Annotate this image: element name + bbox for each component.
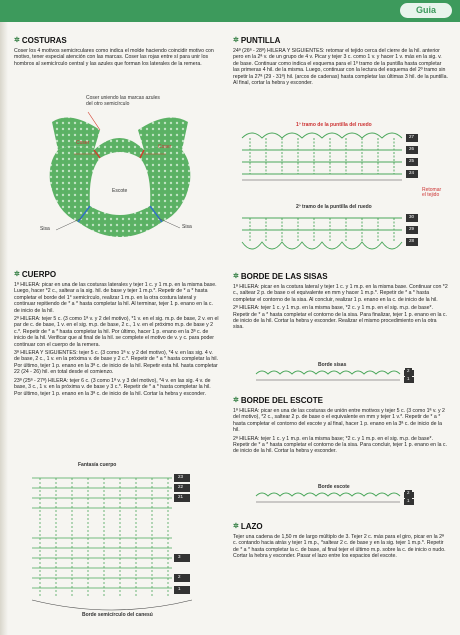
sisas-title: BORDE DE LAS SISAS (240, 272, 328, 281)
cuerpo-chart-title: Fantasía cuerpo (78, 462, 117, 468)
sisas-chart-title: Borde sisas (318, 362, 347, 368)
cuerpo-p2: 2ª HILERA: tejer 5 c. (3 como 1ª v. y 2 del motivo), *1 v. en el sig. m.p. de base, 2 v. en el par de c. de base, 1 v. en el sig. m.p. de base, 2 c., 1 v. en el próximo m.p. de base y 2 c.*. Repetir de * a * hasta completar la hil. Por último, hacer 1 p. enano en la 3ª c. de inicio de la hil. Verificar que al final de la hil. se complete el motivo de v. y c. para poder continuar con el cuerpo de la remera. (14, 316, 219, 348)
fig-label-coser-right: Coser (158, 144, 172, 150)
cuerpo-section (14, 270, 219, 399)
base-arc (32, 600, 192, 610)
cuerpo-chart-graphic (22, 470, 218, 620)
lazo-title: LAZO (240, 522, 263, 531)
escote-heading (233, 396, 448, 406)
left-column (14, 36, 219, 69)
costuras-title: COSTURAS (21, 36, 67, 45)
motif-center-top (94, 138, 144, 158)
top-band (0, 0, 460, 22)
lazo-heading (233, 522, 448, 532)
puntilla-fig1-title: 1º tramo de la puntilla del ruedo (296, 122, 372, 128)
sisas-row-1: 1 (407, 376, 410, 381)
fig-label-sisa-right: Sisa (182, 224, 192, 230)
star-icon: ✲ (233, 523, 239, 530)
arrow-sisa-right (158, 218, 180, 228)
puntilla-charts (238, 122, 444, 266)
puntilla-fig2-title: 2º tramo de la puntilla del ruedo (296, 204, 372, 210)
escote-row-1: 1 (407, 498, 410, 503)
row-label-3: 3 (178, 554, 181, 559)
sisas-row-2: 2 (407, 368, 410, 373)
sisas-p2: 2ª HILERA: tejer 1 c. y 1 m.p. en la misma base, *2 c. y 1 m.p. en el sig. m.p. de base*. Repetir de * a * hasta completar el contorno de la sisa. Para finalizar, tejer 1 p. enano en la c. de inicio de la hil. Cortar la hebra y esconder. Realizar el mismo procedimiento en la otra sisa. (233, 305, 447, 331)
page-badge: Guia (400, 3, 452, 18)
escote-p2: 2ª HILERA: tejer 1 c. y 1 m.p. en la misma base; *2 c. y 1 m.p. en el sig. m.p. de base*. Repetir de * a * hasta completar el contorno de la sisa. Para concluir, tejer 1 p. enano en la c. de inicio de la hil. Cortar la hebra y esconder. (233, 435, 447, 455)
lazo-text: Tejer una cadena de 1,50 m de largo múltiplo de 3. Tejer 2 c. más para el giro, picar en la 2ª c. contando hacia atrás y tejer 1 m.p., *saltear 2 c. de base y en la sig. tejer 1 m.p.*. Repetir de * a * hasta completar la c. de base, al final tejer el último m.p. sobre la c. de inicio o nudo. Cortar la hebra y esconder. Pasar el lazo entre los espacios del escote. (233, 534, 446, 560)
puntilla-row-30: 30 (409, 214, 415, 219)
cuerpo-chart-bottom-label: Borde semicírculo del canesú (82, 612, 153, 618)
sisas-section (233, 272, 448, 333)
puntilla-text: 24ª (26ª - 28ª) HILERA Y SIGUIENTES: retomar el tejido cerca del cierre de la hil. anterior pero en la 2ª v. de un grupo de 4 v. Picar y tejer 3 c. como 1 v. y hacer 1 v. más en la sig. v. de base. Continuar como indica el esquema para el 1º tramo de la puntilla hasta completar las primeras 4 hil. de la misma. Luego, continuar con la lectura del esquema del 2º tramo sin repetir la 27ª (29 - 31ª) hil. (arcos de cadenas) hasta completar las últimas 3 hil. de la puntilla. Al final, cortar la hebra y esconder. (233, 48, 448, 87)
cuerpo-title: CUERPO (21, 270, 57, 279)
costuras-text: Coser los 4 motivos semicirculares como indica el molde haciendo coincidir motivo con motivo, tener especial atención con las marcas. Coser las rojas entre sí para unir los hombros al semicírculo central y las azules que forman los laterales de la remera. (14, 48, 214, 67)
fig-label-coser-left: Coser (76, 140, 90, 146)
fig-label-top: Coser uniendo las marcas azules del otro semicírculo (86, 95, 160, 107)
puntilla-row-24: 24 (409, 170, 415, 175)
star-icon: ✲ (233, 397, 239, 404)
sisas-p1: 1ª HILERA: picar en la costura lateral y tejer 1 c. y 1 m.p. en la misma base. Continuar con *2 c., saltear 2 p. de base o el equivalente en mm y hacer 1 m.p.*. Repetir de * a * hasta completar el contorno de la sisa. Al concluir, realizar 1 p. enano en la c. de inicio de la hil. (233, 284, 448, 303)
sisas-heading (233, 272, 448, 282)
escote-chart-title: Borde escote (318, 484, 350, 490)
costuras-diagram (30, 95, 210, 254)
escote-row-2: 2 (407, 490, 410, 495)
costuras-heading (14, 36, 219, 46)
puntilla-row-25: 25 (409, 158, 415, 163)
row-label-1: 1 (178, 586, 181, 591)
escote-p1: 1ª HILERA: picar en una de las costuras de unión entre motivos y tejer 5 c. (3 como 1ª v. y 2 del motivo), *2 c., saltear 2 p. de base o el equivalente en mm y tejer 1 v.*. Repetir de * a * hasta completar el contorno del escote y al final, hacer 1 p. enano en la 3ª c. de inicio de la hil. (233, 408, 445, 434)
puntilla-title: PUNTILLA (240, 36, 281, 45)
fig-label-sisa-left: Sisa (40, 226, 50, 232)
cuerpo-p4: 23ª (25ª - 27ª) HILERA: tejer 6 c. (3 como 1ª v. y 3 del motivo), *4 v. en las sig. 4 v. de base, 3 c., 1 v. en la próxima v. de base y 3 c.*. Repetir de * a * hasta completar la hil. Por último, tejer 1 p. enano en la 3ª c. de inicio de la hil. Cortar la hebra y esconder. (14, 377, 211, 397)
star-icon: ✲ (233, 273, 239, 280)
puntilla-row-27: 27 (409, 134, 415, 139)
escote-title: BORDE DEL ESCOTE (240, 396, 323, 405)
cuerpo-p3: 3ª HILERA Y SIGUIENTES: tejer 5 c. (3 como 1ª v. y 2 del motivo), *4 v. en las sig. 4 v. de base, 2 c., 1 v. en la próxima v. de base y 2 c.*. Repetir de * a * hasta completar la hil. Por último, tejer 1 p. enano en la 3ª c. de inicio de la hil. Repetir esta hil. hasta completar 22 (24 - 26) hil. en total desde el comienzo. (14, 350, 218, 376)
puntilla-row-28: 28 (409, 238, 415, 243)
puntilla-section (233, 36, 448, 88)
cuerpo-heading (14, 270, 219, 280)
motif-bottom (78, 206, 162, 237)
puntilla-row-29: 29 (409, 226, 415, 231)
arrow-sisa-left (56, 218, 82, 230)
fig-label-escote: Escote (112, 188, 128, 194)
semicircle-motifs-graphic (30, 102, 210, 254)
puntilla-row-26: 26 (409, 146, 415, 151)
puntilla-heading (233, 36, 448, 46)
sisas-chart (252, 362, 432, 384)
row-label-2: 2 (178, 574, 181, 579)
stitch-rows (32, 478, 172, 598)
cuerpo-stitch-chart (22, 462, 218, 622)
cuerpo-p1: 1ª HILERA: picar en una de las costuras laterales y tejer 1 c. y 1 m.p. en la misma base. Luego, hacer *2 c., saltear a la sig. hil. de base y tejer 1 m.p.*. Repetir de * a * hasta completar el borde del 1° semicírculo, realizar 1 m.p. en la otra costura lateral y continuar repitiendo de * a * hasta completar la hil. Al terminar, tejer 1 p. enano en la c. de inicio de la hil. (14, 282, 217, 314)
star-icon: ✲ (233, 37, 239, 44)
retomar-label: Retomar el tejido (422, 187, 442, 199)
escote-section (233, 396, 448, 457)
row-label-21: 21 (178, 494, 184, 499)
star-icon: ✲ (14, 271, 20, 278)
binding-shadow (0, 0, 8, 635)
star-icon: ✲ (14, 37, 20, 44)
lazo-section (233, 522, 448, 562)
row-label-22: 22 (178, 484, 184, 489)
escote-chart (252, 484, 432, 508)
row-label-23: 23 (178, 474, 184, 479)
